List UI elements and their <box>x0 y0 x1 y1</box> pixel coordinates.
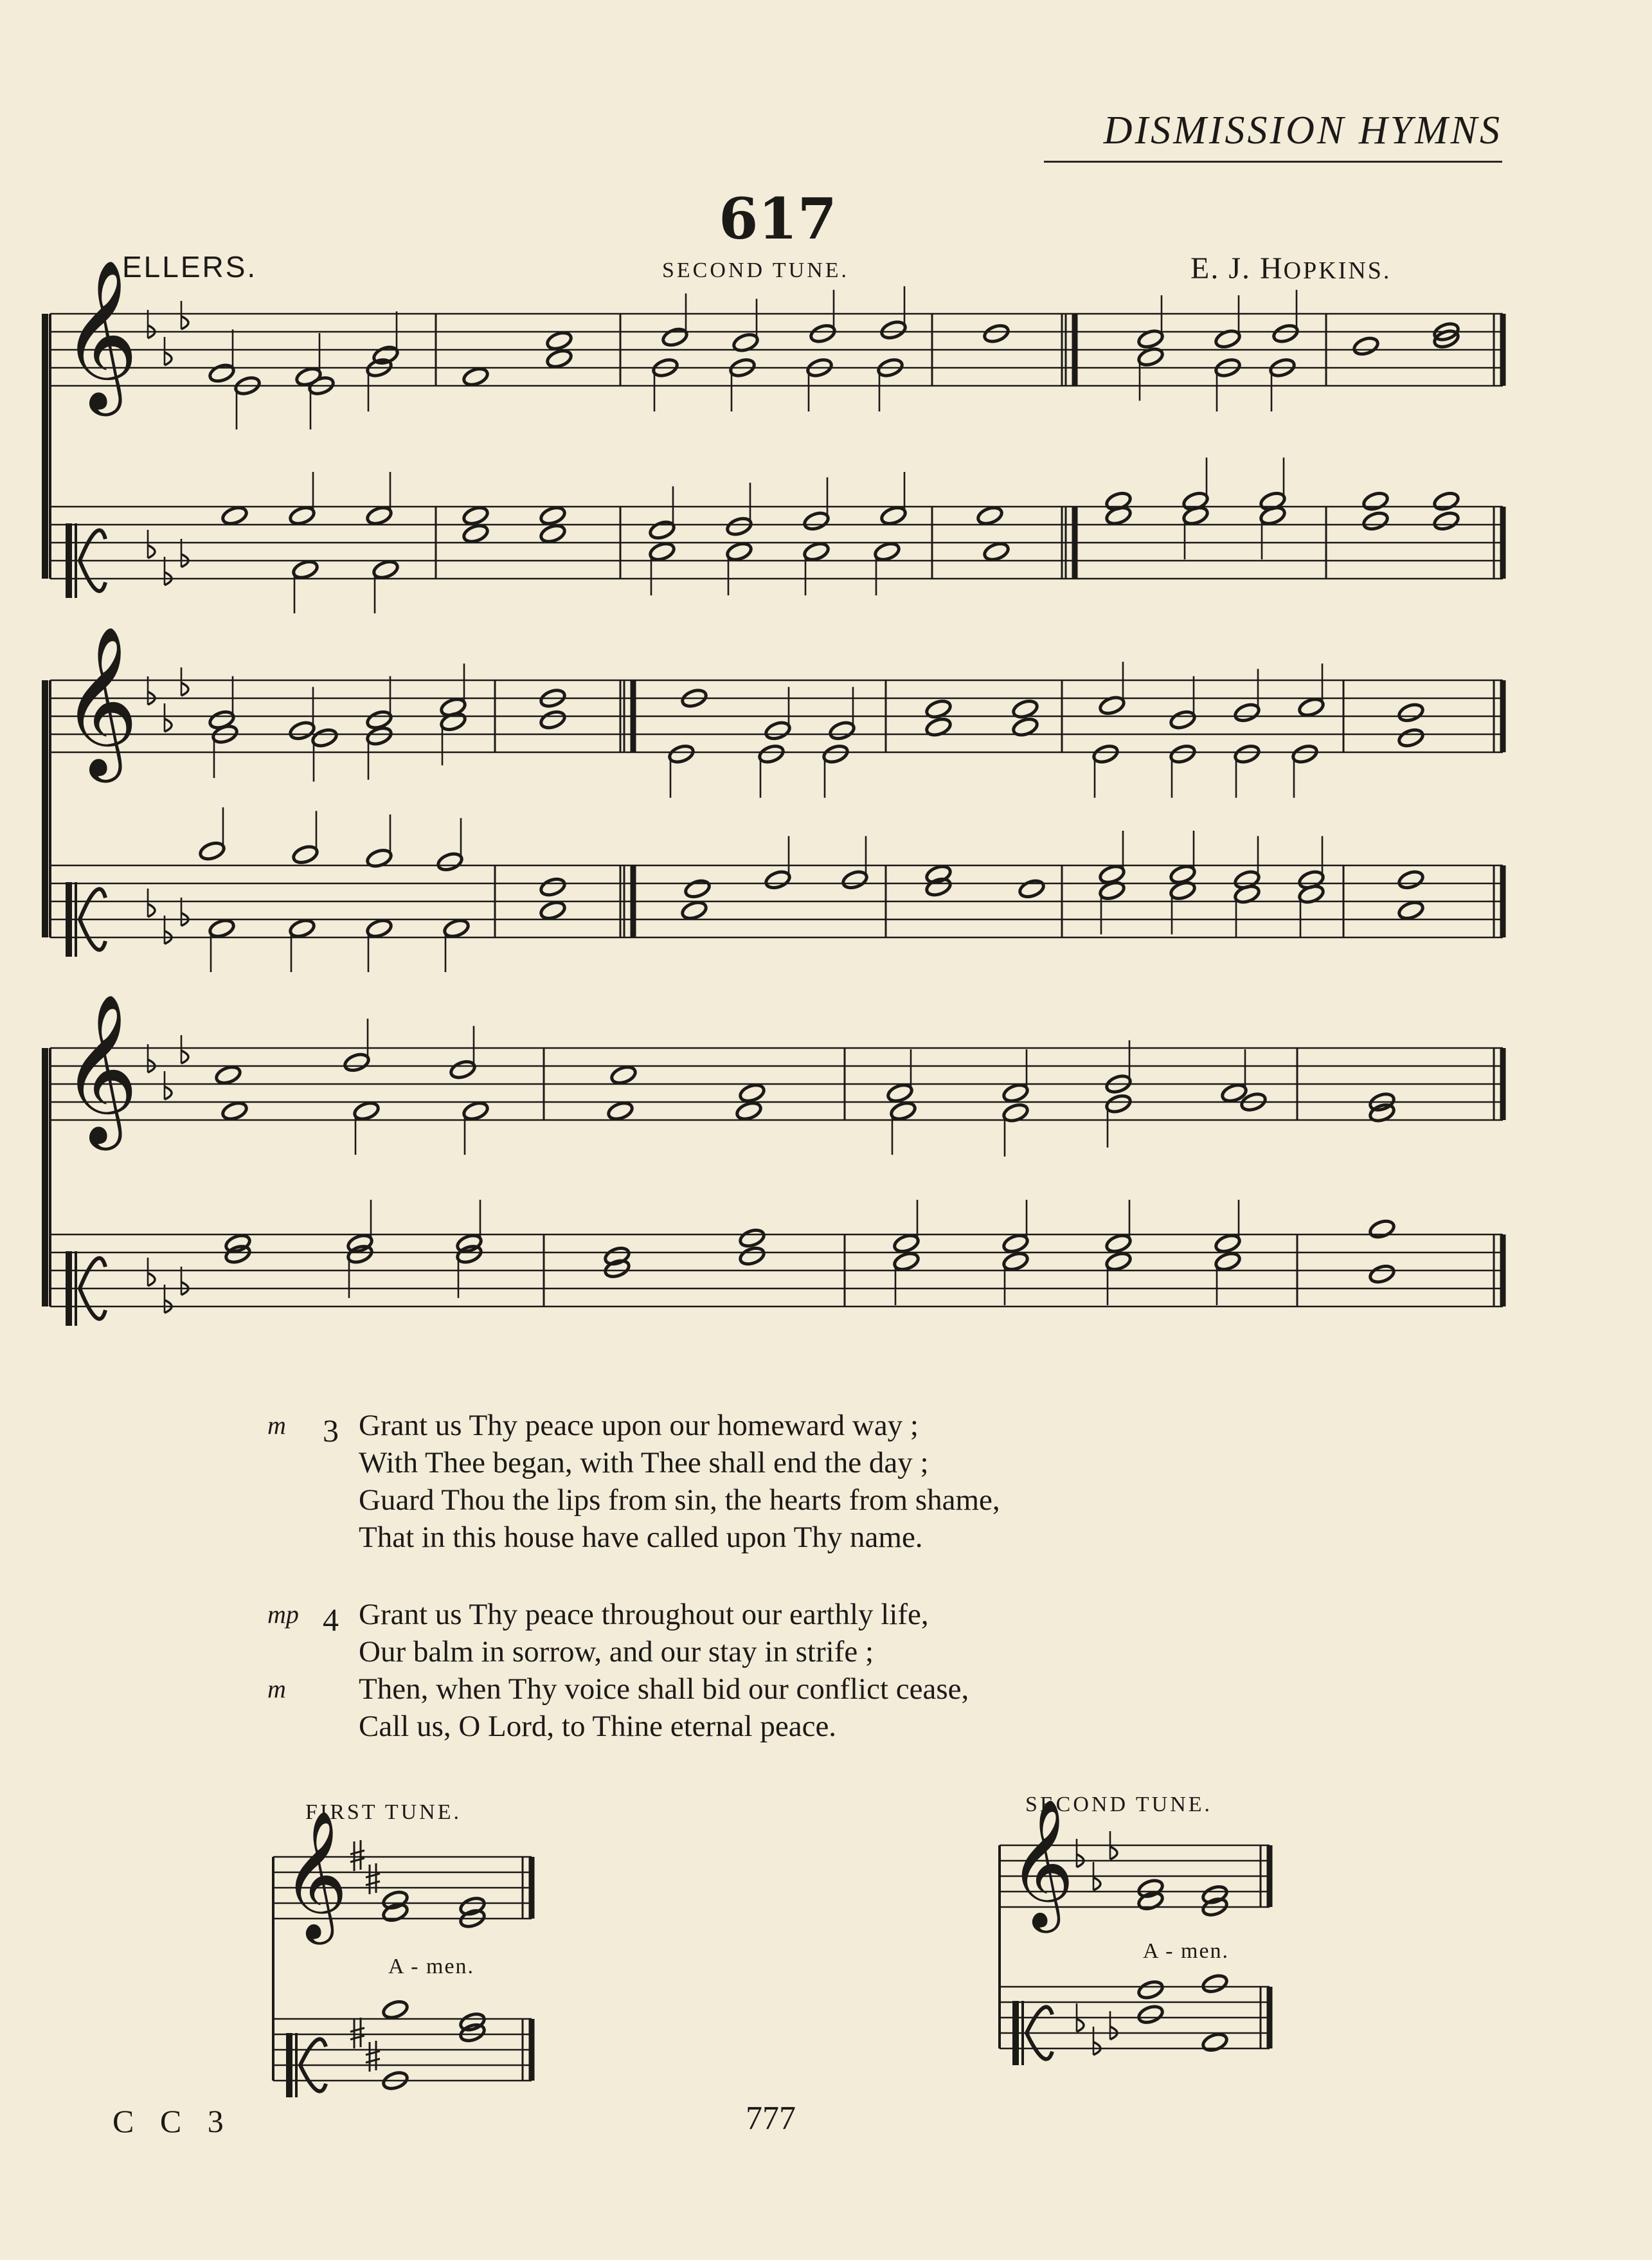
flat-sign <box>181 316 188 329</box>
half-note <box>288 918 316 939</box>
half-note <box>1397 727 1424 749</box>
flat-sign <box>165 719 172 732</box>
half-note <box>738 1245 766 1267</box>
half-note <box>1352 336 1379 357</box>
half-note <box>462 523 489 545</box>
half-note <box>1136 1979 1164 2001</box>
hymn-number: 617 <box>719 185 837 252</box>
flat-sign <box>1110 1847 1117 1859</box>
c-clef <box>75 882 77 957</box>
sharp-sign <box>350 2018 364 2048</box>
half-note <box>372 559 399 581</box>
half-note <box>1271 323 1299 345</box>
half-note <box>892 1233 920 1254</box>
half-note <box>1001 1233 1029 1254</box>
amen-first-tune-label: FIRST TUNE. <box>305 1800 462 1824</box>
half-note <box>1169 709 1196 731</box>
half-note <box>545 348 573 370</box>
half-note <box>220 1100 248 1122</box>
half-note <box>539 523 566 545</box>
c-clef <box>295 2033 298 2097</box>
flat-sign <box>1093 1877 1100 1890</box>
half-note <box>725 516 753 538</box>
half-note <box>343 1052 370 1074</box>
verse-text: Our balm in sorrow, and our stay in strife ; <box>359 1635 874 1668</box>
half-note <box>449 1059 476 1081</box>
half-note <box>1201 2032 1228 2054</box>
flat-sign <box>148 1273 155 1286</box>
half-note <box>458 2022 486 2044</box>
tune-name: ELLERS. <box>122 250 258 284</box>
dynamic-mark: m <box>267 1674 286 1703</box>
half-note <box>1361 491 1389 512</box>
flat-sign <box>148 545 155 558</box>
half-note <box>365 725 393 747</box>
half-note <box>886 1082 913 1104</box>
verse-text: Call us, O Lord, to Thine eternal peace. <box>359 1710 837 1743</box>
half-note <box>1001 1082 1029 1104</box>
half-note <box>381 1999 409 2021</box>
half-note <box>1018 878 1045 900</box>
treble-clef: 𝄞 <box>1009 1798 1075 1928</box>
composer-initials: E. J. H <box>1190 251 1284 285</box>
running-head: DISMISSION HYMNS <box>1103 109 1502 152</box>
dynamic-mark: mp <box>267 1600 299 1629</box>
half-note <box>841 869 868 891</box>
half-note <box>220 505 248 527</box>
composer-small-caps: OPKINS. <box>1283 257 1392 284</box>
flat-sign <box>181 1051 188 1063</box>
half-note <box>539 709 566 731</box>
half-note <box>442 918 470 939</box>
half-note <box>648 520 676 541</box>
flat-sign <box>148 904 155 917</box>
c-clef <box>75 523 77 598</box>
c-clef <box>286 2033 292 2097</box>
c-clef <box>1012 2001 1019 2065</box>
half-note <box>982 541 1010 563</box>
verse-number: 4 <box>323 1602 339 1638</box>
half-note <box>1361 511 1389 532</box>
half-note <box>1233 702 1261 724</box>
half-note <box>545 330 573 352</box>
half-note <box>1104 1251 1132 1272</box>
c-clef <box>1021 2001 1024 2065</box>
verse-text: Grant us Thy peace upon our homeward way ; <box>359 1409 919 1442</box>
half-note <box>352 1100 380 1122</box>
half-note <box>539 505 566 527</box>
sharp-sign <box>350 1840 364 1871</box>
half-note <box>214 1064 242 1086</box>
half-note <box>661 327 688 348</box>
verse-number: 3 <box>323 1413 339 1449</box>
half-note <box>738 1082 766 1104</box>
sharp-sign <box>366 1863 380 1894</box>
half-note <box>738 1227 766 1249</box>
c-clef <box>75 1251 77 1326</box>
half-note <box>1091 743 1119 765</box>
verse-text: Grant us Thy peace throughout our earthly life, <box>359 1598 929 1631</box>
half-note <box>1297 696 1325 718</box>
c-clef <box>66 882 72 957</box>
flat-sign <box>165 1087 172 1099</box>
half-note <box>288 505 316 527</box>
half-note <box>1169 743 1196 765</box>
half-note <box>735 1100 762 1122</box>
treble-clef: 𝄞 <box>282 1809 348 1939</box>
flat-sign <box>165 352 172 365</box>
half-note <box>1368 1218 1396 1240</box>
flat-sign <box>1077 2019 1084 2032</box>
half-note <box>1001 1251 1029 1272</box>
half-note <box>976 505 1003 527</box>
half-note <box>606 1100 634 1122</box>
half-note <box>764 720 791 742</box>
amen-second-tune-label: SECOND TUNE. <box>1025 1793 1213 1816</box>
half-note <box>539 876 566 898</box>
half-note <box>1397 899 1424 921</box>
half-note <box>291 844 319 865</box>
half-note <box>725 541 753 563</box>
half-note <box>609 1064 637 1086</box>
page-number: 777 <box>746 2100 796 2137</box>
half-note <box>982 323 1010 345</box>
half-note <box>1104 1233 1132 1254</box>
treble-clef: 𝄞 <box>62 624 139 776</box>
half-note <box>1214 1233 1241 1254</box>
half-note <box>208 918 235 939</box>
half-note <box>436 851 463 873</box>
half-note <box>365 505 393 527</box>
treble-clef: 𝄞 <box>62 258 139 410</box>
half-note <box>1214 1251 1241 1272</box>
half-note <box>346 1243 373 1265</box>
half-note <box>1397 869 1424 891</box>
half-note <box>462 505 489 527</box>
half-note <box>1432 491 1460 512</box>
treble-clef: 𝄞 <box>62 992 139 1144</box>
tune-label: SECOND TUNE. <box>662 258 850 282</box>
half-note <box>802 541 830 563</box>
amen-second-text: A - men. <box>1143 1939 1230 1963</box>
flat-sign <box>181 683 188 696</box>
half-note <box>1291 743 1318 765</box>
half-note <box>539 899 566 921</box>
c-clef <box>66 1251 72 1326</box>
half-note <box>648 541 676 563</box>
half-note <box>822 743 849 765</box>
half-note <box>667 743 695 765</box>
dynamic-mark: m <box>267 1411 286 1440</box>
verse-text: Guard Thou the lips from sin, the hearts from shame, <box>359 1483 1000 1517</box>
half-note <box>198 840 226 862</box>
half-note <box>802 511 830 532</box>
half-note <box>455 1243 483 1265</box>
half-note <box>680 899 708 921</box>
verse-text: Then, when Thy voice shall bid our conflict cease, <box>359 1672 969 1706</box>
half-note <box>879 505 907 527</box>
half-note <box>873 541 901 563</box>
amen-first-text: A - men. <box>388 1955 475 1978</box>
half-note <box>828 720 856 742</box>
verse-text: With Thee began, with Thee shall end the day ; <box>359 1446 929 1479</box>
half-note <box>757 743 785 765</box>
half-note <box>224 1243 251 1265</box>
half-note <box>1201 1973 1228 1994</box>
half-note <box>1136 2003 1164 2025</box>
sharp-sign <box>366 2041 380 2072</box>
half-note <box>294 366 322 388</box>
c-clef <box>66 523 72 598</box>
half-note <box>764 869 791 891</box>
signature-mark: C C 3 <box>112 2103 233 2139</box>
half-note <box>889 1100 917 1122</box>
half-note <box>809 323 836 345</box>
half-note <box>365 918 393 939</box>
half-note <box>1368 1263 1396 1285</box>
half-note <box>1233 743 1261 765</box>
half-note <box>291 559 319 581</box>
half-note <box>208 363 235 384</box>
half-note <box>892 1251 920 1272</box>
half-note <box>683 878 711 900</box>
half-note <box>1432 511 1460 532</box>
half-note <box>879 319 907 341</box>
half-note <box>1104 1093 1132 1115</box>
half-note <box>462 1100 489 1122</box>
verse-text: That in this house have called upon Thy name. <box>359 1521 923 1554</box>
half-note <box>462 366 489 388</box>
half-note <box>1397 702 1424 724</box>
